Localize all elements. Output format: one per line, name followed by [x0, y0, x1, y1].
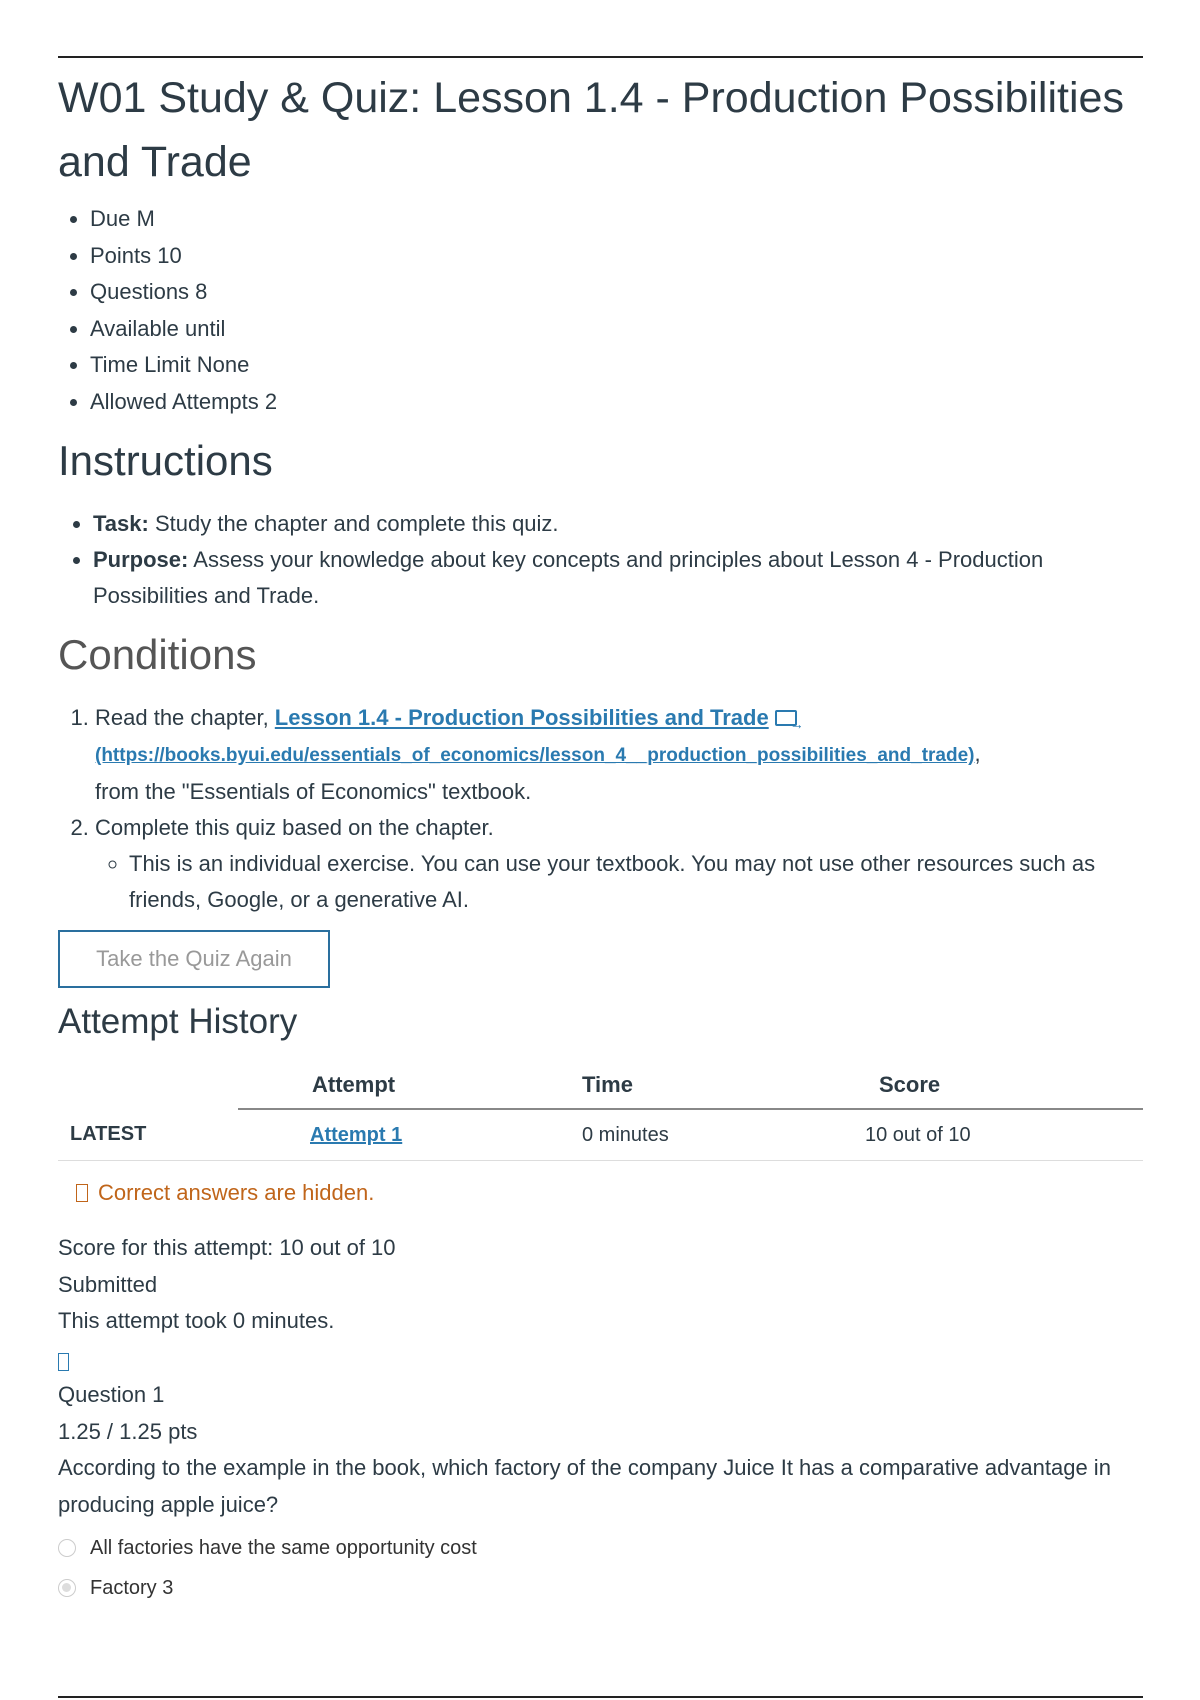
task-label: Task:: [93, 511, 149, 536]
header-attempt: Attempt: [238, 1062, 582, 1109]
condition-1-suffix: from the "Essentials of Economics" textbook.: [95, 779, 532, 804]
correct-answers-hidden-notice: [76, 1180, 374, 1206]
detail-available-until: • Available until: [90, 311, 277, 348]
radio-button-selected[interactable]: [58, 1579, 76, 1597]
quiz-details-list: [58, 201, 277, 420]
time-cell: 0 minutes: [582, 1109, 865, 1161]
bookmark-icon: [58, 1353, 69, 1371]
answer-options: [58, 1528, 477, 1608]
attempt-history-table: [58, 1062, 1143, 1161]
question-points: 1.25 / 1.25 pts: [58, 1418, 198, 1444]
attempt-score: Score for this attempt: 10 out of 10: [58, 1235, 396, 1260]
instruction-purpose: [93, 542, 1143, 614]
purpose-label: Purpose:: [93, 547, 189, 572]
chapter-url-link[interactable]: (https://books.byui.edu/essentials_of_economics/lesson_4__production_possibilities_and_trade): [95, 745, 975, 766]
header-empty: [58, 1062, 238, 1109]
instruction-task: [93, 506, 1143, 542]
attempt-1-link[interactable]: Attempt 1: [310, 1123, 403, 1146]
question-title: Question 1: [58, 1382, 165, 1407]
condition-1-prefix: Read the chapter,: [95, 705, 275, 730]
header-score: Score: [865, 1062, 1143, 1109]
condition-complete-quiz: [95, 810, 1155, 918]
attempt-history-heading: Attempt History: [58, 1002, 298, 1041]
url-suffix: ,: [974, 741, 981, 766]
flag-question-icon[interactable]: [58, 1353, 69, 1371]
table-header-row: [58, 1062, 1143, 1109]
attempt-status: Submitted: [58, 1271, 158, 1297]
bottom-divider: [58, 1696, 1143, 1698]
detail-points: • Points 10: [90, 238, 277, 275]
score-cell: 10 out of 10: [865, 1109, 1143, 1161]
answer-label: All factories have the same opportunity cost: [90, 1536, 477, 1559]
purpose-text: Assess your knowledge about key concepts and principles about Lesson 4 - Production Possibilities and Trade.: [93, 547, 1044, 608]
detail-allowed-attempts: • Allowed Attempts 2: [90, 384, 277, 421]
detail-due: • Due M: [90, 201, 277, 238]
external-link-icon[interactable]: [775, 710, 797, 726]
radio-button[interactable]: [58, 1539, 76, 1557]
page-title: W01 Study & Quiz: Lesson 1.4 - Production Possibilities and Trade: [58, 74, 1124, 186]
attempt-cell: [238, 1109, 582, 1161]
instructions-list: [58, 506, 1143, 614]
condition-2-text: Complete this quiz based on the chapter.: [95, 815, 494, 840]
task-text: Study the chapter and complete this quiz.: [154, 511, 559, 536]
top-divider: [58, 56, 1143, 58]
conditions-list: [58, 700, 1155, 918]
latest-label: LATEST: [58, 1109, 238, 1161]
hidden-note-text: Correct answers are hidden.: [98, 1180, 375, 1205]
instructions-heading: Instructions: [58, 437, 273, 484]
attempt-duration: This attempt took 0 minutes.: [58, 1308, 335, 1333]
answer-option[interactable]: [58, 1528, 477, 1568]
detail-questions: • Questions 8: [90, 274, 277, 311]
table-row: [58, 1109, 1143, 1161]
condition-read-chapter: [95, 700, 1155, 810]
chapter-link[interactable]: Lesson 1.4 - Production Possibilities and Trade: [274, 705, 769, 730]
condition-2-sub: ◦ This is an individual exercise. You can use your textbook. You may not use other resources such as friends, Google, or a generative AI.: [129, 846, 1155, 918]
conditions-heading: Conditions: [58, 631, 257, 678]
answer-option[interactable]: [58, 1568, 477, 1608]
header-time: Time: [582, 1062, 865, 1109]
take-quiz-again-button[interactable]: Take the Quiz Again: [58, 930, 330, 988]
answer-label: Factory 3: [90, 1576, 174, 1599]
warning-icon: [76, 1184, 88, 1202]
detail-time-limit: • Time Limit None: [90, 347, 277, 384]
question-text: According to the example in the book, which factory of the company Juice It has a comparative advantage in producing apple juice?: [58, 1455, 1111, 1517]
question-block: [58, 1377, 1118, 1523]
attempt-stats: [58, 1230, 396, 1340]
